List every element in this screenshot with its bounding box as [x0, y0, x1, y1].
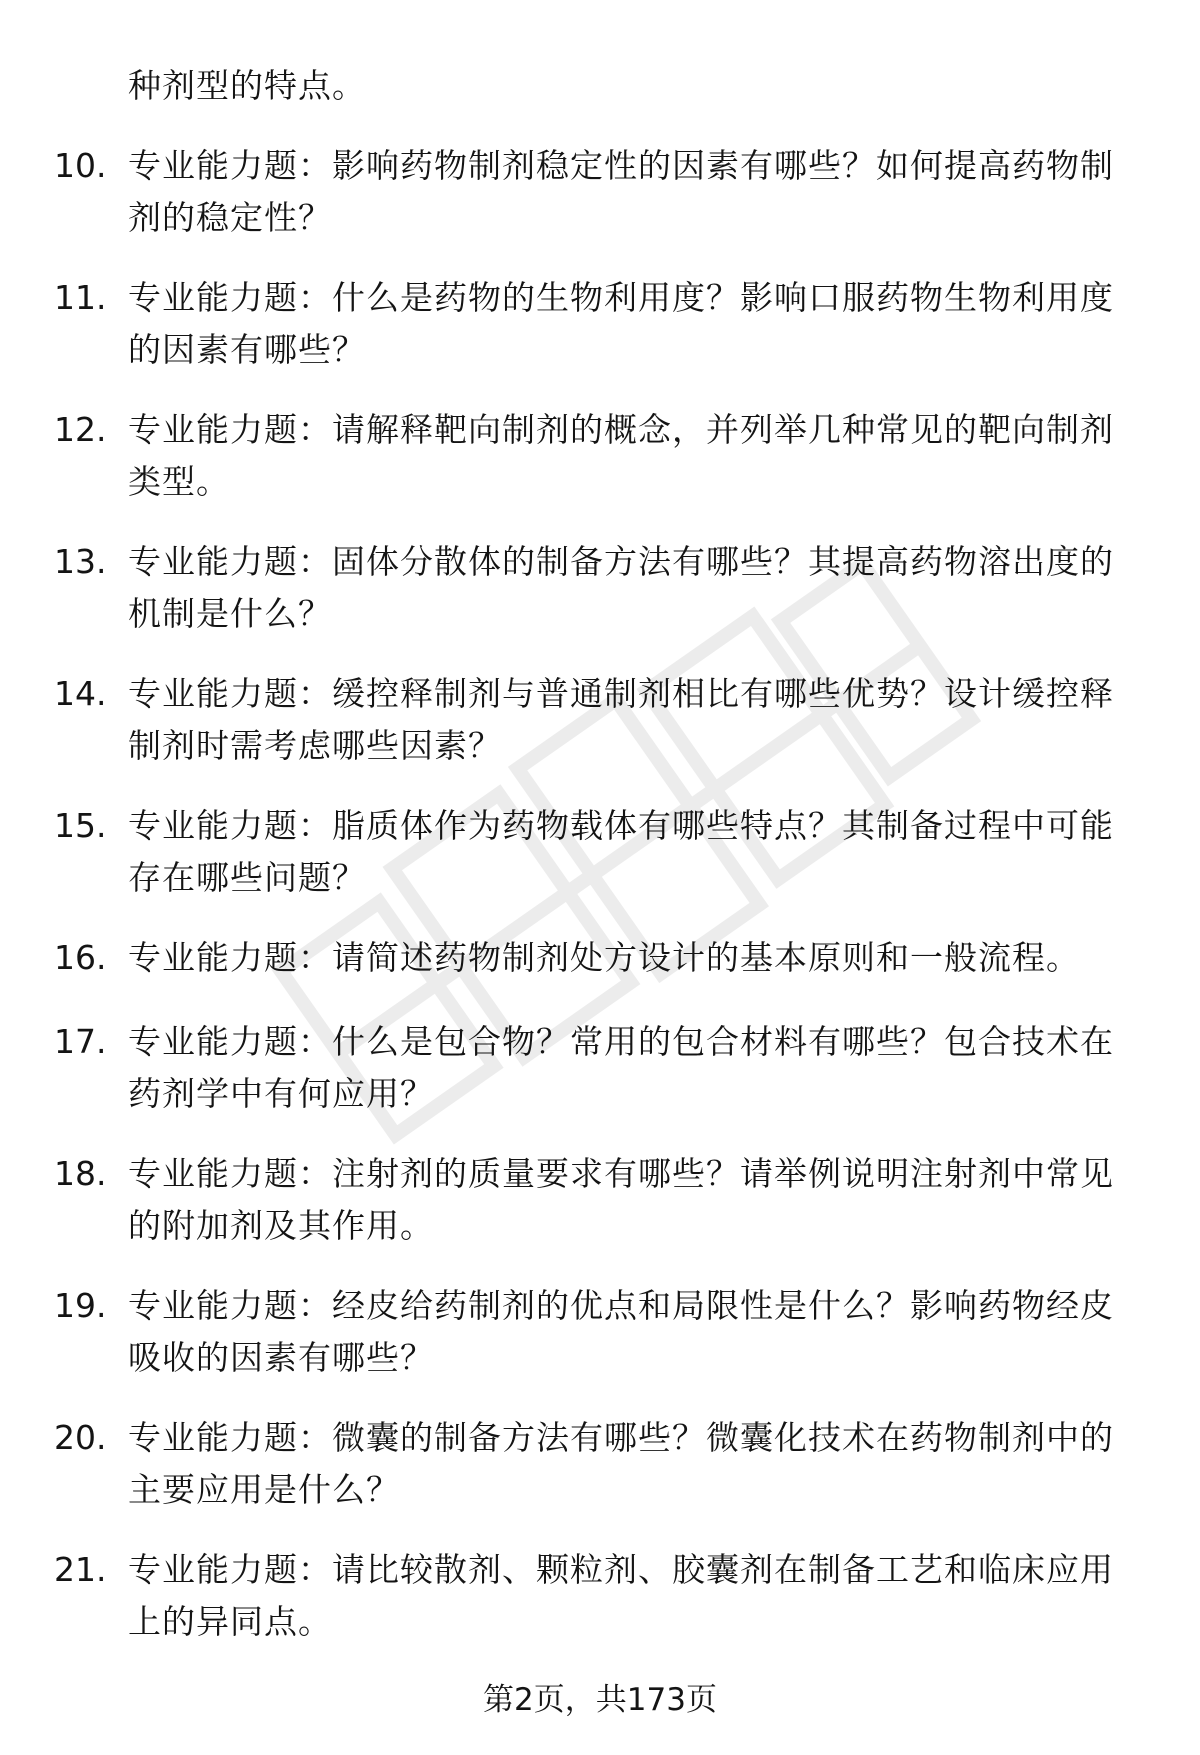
question-item: [0, 1148, 1200, 1252]
question-item: [0, 140, 1200, 244]
question-number: 10.: [54, 146, 107, 185]
question-number: 15.: [54, 806, 107, 845]
question-text: 专业能力题：脂质体作为药物载体有哪些特点？其制备过程中可能存在哪些问题？: [128, 806, 1114, 897]
question-item: [0, 800, 1200, 904]
question-text: 专业能力题：影响药物制剂稳定性的因素有哪些？如何提高药物制剂的稳定性？: [128, 146, 1114, 237]
question-item: [0, 1544, 1200, 1648]
question-number: 21.: [54, 1550, 107, 1589]
question-text: 专业能力题：请比较散剂、颗粒剂、胶囊剂在制备工艺和临床应用上的异同点。: [128, 1550, 1114, 1641]
continuation-text: 种剂型的特点。: [128, 66, 366, 105]
question-item: [0, 272, 1200, 376]
question-text: 专业能力题：缓控释制剂与普通制剂相比有哪些优势？设计缓控释制剂时需考虑哪些因素？: [128, 674, 1114, 765]
question-number: 13.: [54, 542, 107, 581]
question-text: 专业能力题：注射剂的质量要求有哪些？请举例说明注射剂中常见的附加剂及其作用。: [128, 1154, 1114, 1245]
question-item: [0, 668, 1200, 772]
question-number: 20.: [54, 1418, 107, 1457]
question-number: 14.: [54, 674, 107, 713]
question-text: 专业能力题：微囊的制备方法有哪些？微囊化技术在药物制剂中的主要应用是什么？: [128, 1418, 1114, 1509]
question-text: 专业能力题：经皮给药制剂的优点和局限性是什么？影响药物经皮吸收的因素有哪些？: [128, 1286, 1114, 1377]
question-number: 12.: [54, 410, 107, 449]
question-item: [0, 1280, 1200, 1384]
question-number: 18.: [54, 1154, 107, 1193]
question-number: 16.: [54, 938, 107, 977]
question-text: 专业能力题：什么是包合物？常用的包合材料有哪些？包合技术在药剂学中有何应用？: [128, 1022, 1114, 1113]
question-item: [0, 404, 1200, 508]
question-number: 11.: [54, 278, 107, 317]
question-number: 19.: [54, 1286, 107, 1325]
question-item: [0, 1016, 1200, 1120]
question-item: [0, 536, 1200, 640]
question-text: 专业能力题：请解释靶向制剂的概念，并列举几种常见的靶向制剂类型。: [128, 410, 1114, 501]
question-number: 17.: [54, 1022, 107, 1061]
question-text: 专业能力题：固体分散体的制备方法有哪些？其提高药物溶出度的机制是什么？: [128, 542, 1114, 633]
question-list: [0, 140, 1200, 1676]
question-text: 专业能力题：什么是药物的生物利用度？影响口服药物生物利用度的因素有哪些？: [128, 278, 1114, 369]
question-item: [0, 1412, 1200, 1516]
page-footer: 第2页，共173页: [483, 1682, 717, 1718]
question-item: [0, 932, 1200, 984]
question-text: 专业能力题：请简述药物制剂处方设计的基本原则和一般流程。: [128, 938, 1080, 977]
